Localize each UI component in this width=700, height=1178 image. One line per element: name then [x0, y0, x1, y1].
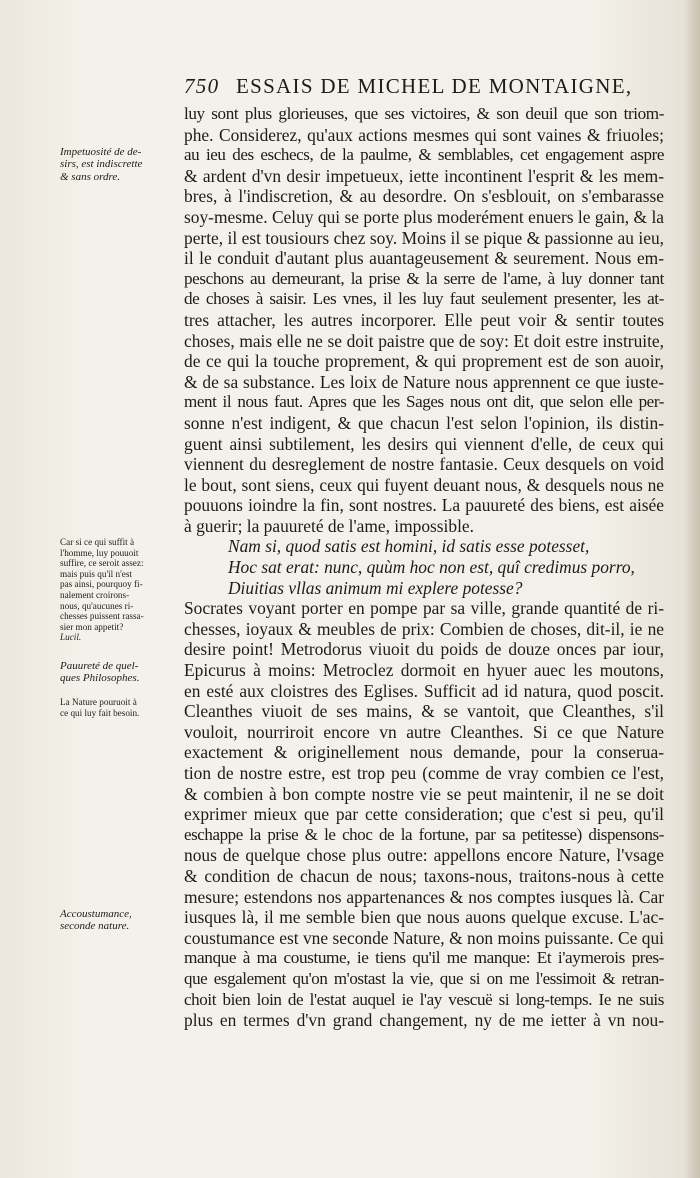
verse-line: Nam si, quod satis est homini, id satis esse potesset,	[228, 536, 590, 557]
text-line: de ce qui la touche proprement, & qui proprement est de son auoir,	[184, 351, 664, 372]
margin-note-impetuosite: Impetuosité de de- sirs, est indiscrette & sans ordre.	[60, 146, 143, 183]
text-line: au ieu des eschecs, de la paulme, & semblables, cet engagement aspre	[184, 145, 664, 165]
text-line: desire point! Metrodorus viuoit du poids de douze onces par iour,	[184, 639, 664, 660]
text-line: Cleanthes viuoit de ses mains, & se vantoit, que Cleanthes, s'il	[184, 701, 664, 722]
running-title: ESSAIS DE MICHEL DE MONTAIGNE,	[235, 74, 633, 98]
text-line: coustumance est vne seconde Nature, & non moins puissante. Ce qui	[184, 927, 664, 948]
text-line: de choses à saisir. Les vnes, il les luy faut seulement presenter, les at-	[184, 289, 664, 309]
text-line: soy-mesme. Celuy qui se porte plus moderément enuers le gain, & la	[184, 206, 664, 227]
text-line: viennent du desreglement de nostre fantasie. Ceux desquels on void	[184, 454, 664, 475]
text-line: & ardent d'vn desir impetueux, iette incontinent l'esprit & les mem-	[184, 165, 664, 186]
text-line: sonne n'est indigent, & que chacun l'est selon l'opinion, ils distin-	[184, 412, 664, 433]
text-line: en esté aux cloistres des Eglises. Sufficit ad id natura, quod poscit.	[184, 680, 664, 701]
margin-note-nature: La Nature pouruoit à ce qui luy fait besoin.	[60, 697, 140, 718]
text-line: peschons au demeurant, la prise & la serre de l'ame, à luy donner tant	[184, 268, 664, 288]
text-line: exactement & originellement nous demande, pour la conserua-	[184, 742, 664, 763]
text-line: pouuons ioindre la fin, sont nostres. La pauureté des biens, est aisée	[184, 495, 664, 516]
verse-line: Hoc sat erat: nunc, quùm hoc non est, quî credimus porro,	[228, 557, 635, 578]
verse-line: Diuitias vllas animum mi explere potesse?	[228, 577, 523, 598]
text-line: phe. Considerez, qu'aux actions mesmes qui sont vaines & friuoles;	[184, 124, 664, 145]
text-line: perte, il est tousiours chez soy. Moins il se pique & passionne au ieu,	[184, 227, 664, 248]
page-number: 750	[184, 74, 220, 98]
text-line: que esgalement qu'on m'ostast la vie, que si on me l'essimoit & retran-	[184, 968, 664, 988]
text-line: il le conduit d'autant plus auantageusement & seurement. Nous em-	[184, 248, 664, 269]
text-line: manque à ma coustume, ie tiens qu'il me manque: Et i'aymerois pres-	[184, 948, 664, 968]
text-line: exprimer mieux que par cette consideration; que c'est si peu, qu'il	[184, 804, 664, 825]
page-edge	[684, 0, 700, 1178]
text-line: mesure; estendons nos appartenances & nos comptes iusques là. Car	[184, 886, 664, 907]
text-line: nous de quelque chose plus outre: appellons encore Nature, l'vsage	[184, 845, 664, 866]
margin-note-lucilius: Car si ce qui suffit à l'homme, luy pouuoit suffire, ce seroit assez: mais puis qu'il n'est pas ainsi, pourquoy fi- nalement croirons- nous, qu'aucunes ri- chesses puissent rassa- sier mon appetit? Lucil.	[60, 537, 144, 643]
text-line: iusques là, il me semble bien que nous auons quelque excuse. L'ac-	[184, 907, 664, 928]
text-line: à guerir; la pauureté de l'ame, impossible.	[184, 515, 474, 536]
text-line: bres, à l'indiscretion, & au desordre. On s'esblouit, on s'embarasse	[184, 186, 664, 207]
main-text	[184, 104, 664, 1031]
text-line: ment il nous faut. Apres que les Sages nous ont dit, que selon elle per-	[184, 392, 664, 412]
text-line: & condition de chacun de nous; taxons-nous, traitons-nous à cette	[184, 865, 664, 886]
text-line: plus en termes d'vn grand changement, ny de me ietter à vn nou-	[184, 1010, 664, 1031]
text-line: & combien à bon compte nostre vie se peut maintenir, il ne se doit	[184, 783, 664, 804]
margin-note-accoustumance: Accoustumance, seconde nature.	[60, 908, 132, 933]
text-line: tion de nostre estre, est trop peu (comme de vray combien ce l'est,	[184, 763, 664, 783]
margin-note-pauurete: Pauureté de quel- ques Philosophes.	[60, 660, 140, 685]
text-line: guent ainsi subtilement, les desirs qui viennent d'elle, de ceux qui	[184, 433, 664, 454]
running-header	[184, 74, 664, 99]
text-line: Epicurus à moins: Metroclez dormoit en hyuer auec les moutons,	[184, 660, 664, 681]
text-line: luy sont plus glorieuses, que ses victoires, & son deuil que son triom-	[184, 104, 664, 123]
text-line: choses, mais elle ne se doit paistre que de soy: Et doit estre instruite,	[184, 330, 664, 351]
text-line: tres attacher, les autres incorporer. Elle peut voir & sentir toutes	[184, 309, 664, 330]
text-line: & de sa substance. Les loix de Nature nous apprennent ce que iuste-	[184, 371, 664, 392]
text-line: eschappe la prise & le choc de la fortune, par sa petitesse) dispensons-	[184, 824, 664, 844]
text-line: choit bien loin de l'estat auquel ie l'ay vescuë si long-temps. Ie ne suis	[184, 989, 664, 1009]
text-line: chesses, ioyaux & meubles de prix: Combien de choses, dit-il, ie ne	[184, 618, 664, 639]
text-line: Socrates voyant porter en pompe par sa ville, grande quantité de ri-	[184, 598, 664, 619]
text-line: vouloit, nourriroit encore vn autre Cleanthes. Si ce que Nature	[184, 721, 664, 742]
text-line: le bout, sont siens, ceux qui fuyent deuant nous, & desquels nous ne	[184, 474, 664, 495]
